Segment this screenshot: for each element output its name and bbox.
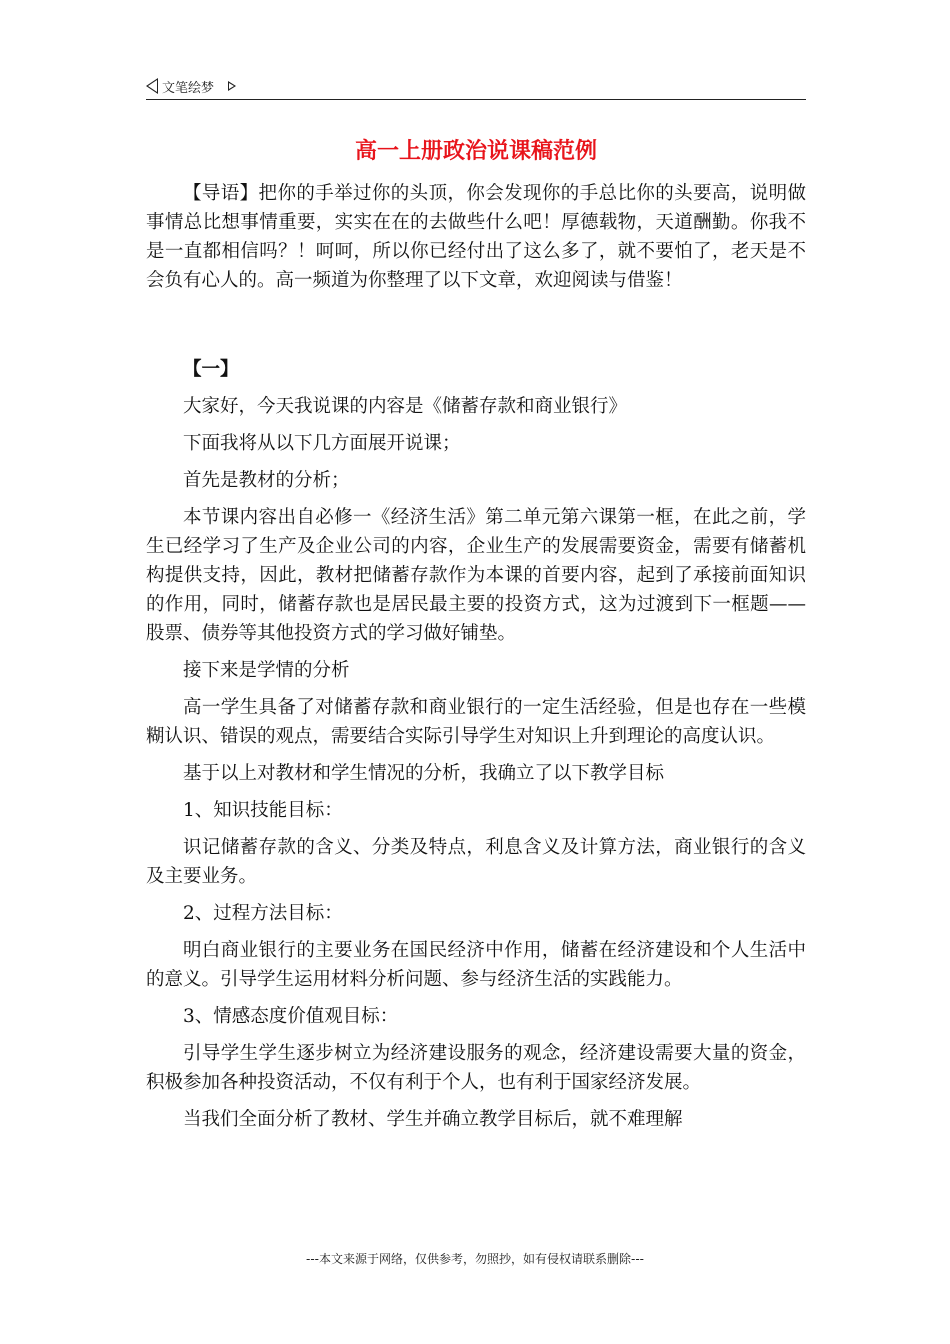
body-paragraph: 首先是教材的分析； — [183, 470, 350, 491]
page-header — [146, 74, 806, 98]
triangle-left-icon — [146, 78, 158, 94]
page-footer: ---本文来源于网络，仅供参考，勿照抄，如有侵权请联系删除--- — [306, 1252, 644, 1266]
body-paragraph: 本节课内容出自必修一《经济生活》第二单元第六课第一框，在此之前，学生已经学习了生产及企业公司的内容，企业生产的发展需要资金，需要有储蓄机构提供支持，因此，教材把储蓄存款作为本课的首要内容，起到了承接前面知识的作用，同时，储蓄存款也是居民最主要的投资方式，这为过渡到下一框题——股票、债券等其他投资方式的学习做好铺垫。 — [146, 507, 806, 644]
body-paragraph: 接下来是学情的分析 — [183, 660, 350, 681]
document-title: 高一上册政治说课稿范例 — [354, 139, 597, 164]
body-paragraph: 3、情感态度价值观目标： — [183, 1006, 399, 1027]
body-paragraph: 大家好，今天我说课的内容是《储蓄存款和商业银行》 — [183, 396, 628, 417]
body-paragraph: 高一学生具备了对储蓄存款和商业银行的一定生活经验，但是也存在一些模糊认识、错误的观点，需要结合实际引导学生对知识上升到理论的高度认识。 — [146, 697, 806, 747]
header-divider — [146, 99, 806, 100]
body-paragraph: 下面我将从以下几方面展开说课； — [183, 433, 461, 454]
body-paragraph: 引导学生学生逐步树立为经济建设服务的观念，经济建设需要大量的资金，积极参加各种投资活动，不仅有利于个人，也有利于国家经济发展。 — [146, 1043, 806, 1093]
body-paragraph: 1、知识技能目标： — [183, 800, 343, 821]
header-brand: 文笔绘梦 — [162, 80, 215, 96]
section-heading: 【一】 — [183, 359, 239, 380]
triangle-right-icon — [228, 81, 236, 91]
document-body — [146, 179, 806, 1134]
body-paragraph: 2、过程方法目标： — [183, 903, 343, 924]
body-paragraph: 当我们全面分析了教材、学生并确立教学目标后，就不难理解 — [183, 1109, 683, 1130]
body-paragraph: 明白商业银行的主要业务在国民经济中作用，储蓄在经济建设和个人生活中的意义。引导学生运用材料分析问题、参与经济生活的实践能力。 — [146, 940, 806, 990]
body-paragraph: 识记储蓄存款的含义、分类及特点，利息含义及计算方法，商业银行的含义及主要业务。 — [146, 837, 806, 887]
intro-paragraph: 【导语】把你的手举过你的头顶，你会发现你的手总比你的头要高，说明做事情总比想事情重要，实实在在的去做些什么吧！厚德载物，天道酬勤。你我不是一直都相信吗？！呵呵，所以你已经付出了这么多了，就不要怕了，老天是不会负有心人的。高一频道为你整理了以下文章，欢迎阅读与借鉴！ — [146, 183, 806, 291]
body-paragraph: 基于以上对教材和学生情况的分析，我确立了以下教学目标 — [183, 763, 665, 784]
